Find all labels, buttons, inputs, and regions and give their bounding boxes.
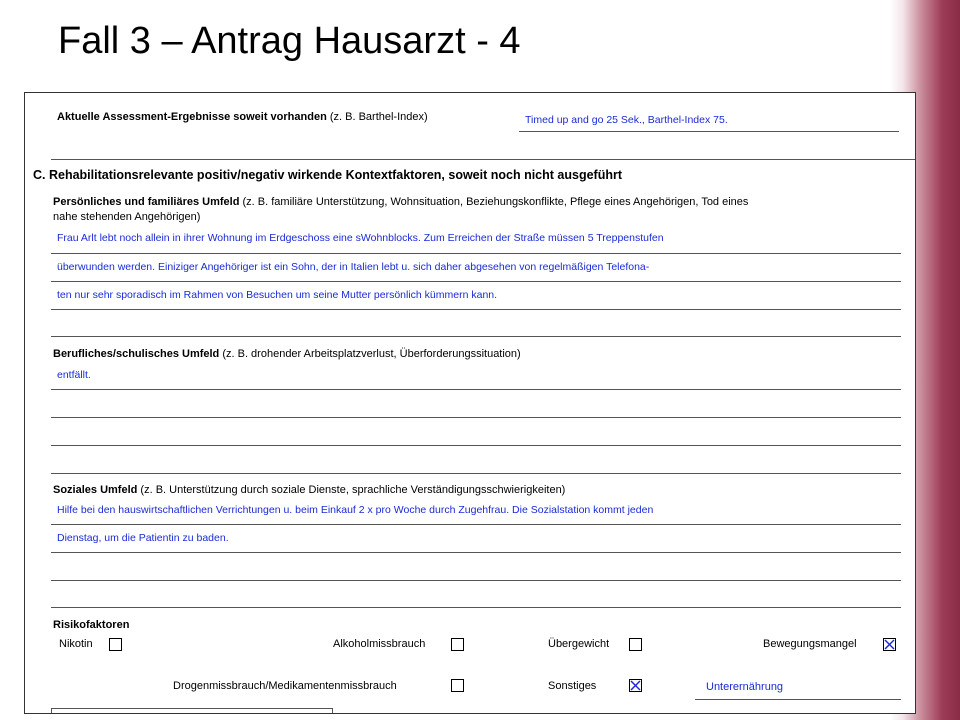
sonstiges-checkbox-checked[interactable]	[629, 679, 642, 692]
risk-label-nikotin: Nikotin	[59, 638, 93, 650]
risk-factors-heading: Risikofaktoren	[53, 619, 130, 631]
personal-text-line[interactable]: ten nur sehr sporadisch im Rahmen von Besuchen um seine Mutter persönlich kümmern kann.	[57, 289, 498, 301]
work-environment-value[interactable]: entfällt.	[57, 369, 91, 381]
assessment-value[interactable]: Timed up and go 25 Sek., Barthel-Index 75.	[525, 114, 728, 126]
bottom-field-box	[51, 708, 333, 714]
risk-label-bewegungsmangel: Bewegungsmangel	[763, 638, 857, 650]
text-line	[51, 389, 901, 390]
text-line	[51, 253, 901, 254]
personal-environment-label-cont: nahe stehenden Angehörigen)	[53, 211, 201, 223]
personal-text-line[interactable]: überwunden werden. Einiziger Angehöriger ist ein Sohn, der in Italien lebt u. sich daher abgesehen von regelmäßigen Telefona-	[57, 261, 650, 273]
text-line	[51, 336, 901, 337]
text-line	[51, 445, 901, 446]
rehab-application-form	[24, 92, 916, 714]
text-line	[51, 552, 901, 553]
text-line	[51, 309, 901, 310]
text-line	[51, 607, 901, 608]
text-line	[51, 524, 901, 525]
assessment-label: Aktuelle Assessment-Ergebnisse soweit vorhanden (z. B. Barthel-Index)	[57, 111, 428, 123]
text-line	[51, 281, 901, 282]
text-line	[51, 473, 901, 474]
drogenmissbrauch-checkbox[interactable]	[451, 679, 464, 692]
social-environment-label: Soziales Umfeld (z. B. Unterstützung durch soziale Dienste, sprachliche Verständigungsschwierigkeiten)	[53, 484, 566, 496]
check-x-icon	[630, 680, 641, 691]
divider-line	[51, 159, 915, 160]
slide-title: Fall 3 – Antrag Hausarzt - 4	[58, 20, 521, 62]
assessment-line	[519, 131, 899, 132]
work-environment-label: Berufliches/schulisches Umfeld (z. B. drohender Arbeitsplatzverlust, Überforderungssituation)	[53, 348, 521, 360]
social-text-line[interactable]: Hilfe bei den hauswirtschaftlichen Verrichtungen u. beim Einkauf 2 x pro Woche durch Zugehfrau. Die Sozialstation kommt jeden	[57, 504, 654, 516]
personal-environment-label: Persönliches und familiäres Umfeld (z. B. familiäre Unterstützung, Wohnsituation, Beziehungskonflikte, Pflege eines Angehörigen, Tod eines	[53, 196, 749, 208]
text-line	[51, 580, 901, 581]
personal-text-line[interactable]: Frau Arlt lebt noch allein in ihrer Wohnung im Erdgeschoss eine sWohnblocks. Zum Erreichen der Straße müssen 5 Treppenstufen	[57, 232, 664, 244]
risk-label-sonstiges: Sonstiges	[548, 680, 597, 692]
uebergewicht-checkbox[interactable]	[629, 638, 642, 651]
section-c-heading: C. Rehabilitationsrelevante positiv/negativ wirkende Kontextfaktoren, soweit noch nicht ausgeführt	[33, 168, 622, 182]
check-x-icon	[884, 639, 895, 650]
alkoholmissbrauch-checkbox[interactable]	[451, 638, 464, 651]
risk-label-drogen: Drogenmissbrauch/Medikamentenmissbrauch	[173, 680, 397, 692]
risk-label-alkohol: Alkoholmissbrauch	[333, 638, 426, 650]
nikotin-checkbox[interactable]	[109, 638, 122, 651]
risk-label-uebergewicht: Übergewicht	[548, 638, 610, 650]
bewegungsmangel-checkbox-checked[interactable]	[883, 638, 896, 651]
sonstiges-line	[695, 699, 901, 700]
social-text-line[interactable]: Dienstag, um die Patientin zu baden.	[57, 532, 229, 544]
text-line	[51, 417, 901, 418]
sonstiges-value[interactable]: Unterernährung	[706, 681, 784, 693]
